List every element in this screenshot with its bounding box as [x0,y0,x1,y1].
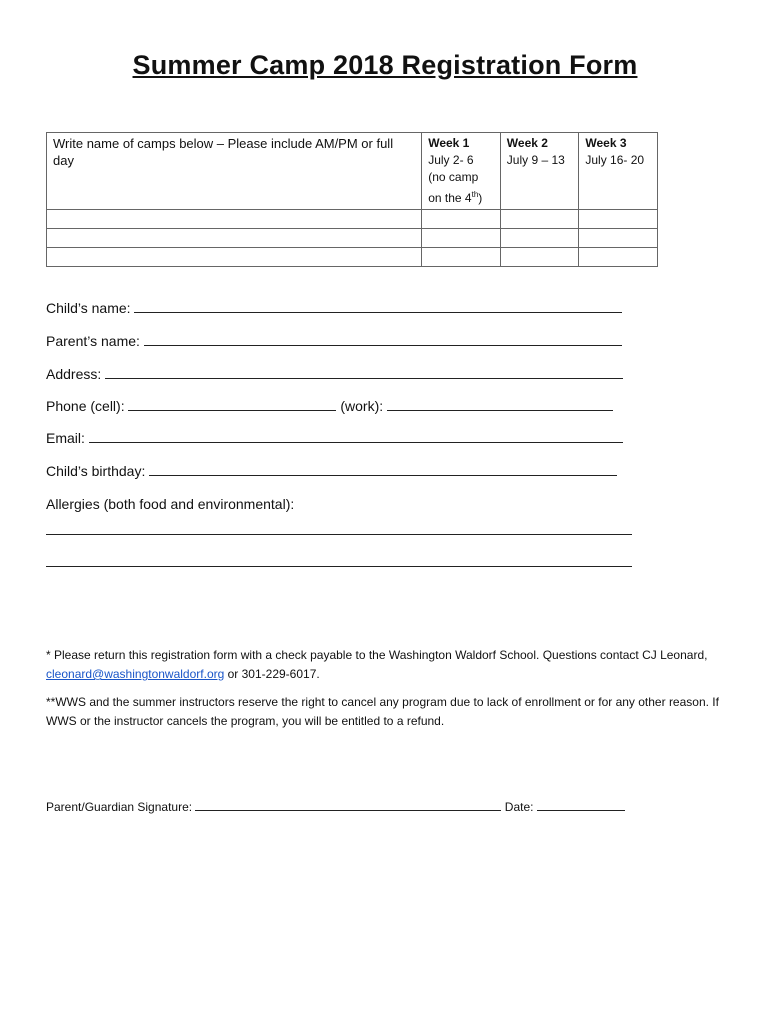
table-row [47,229,658,248]
phone-cell-label: Phone (cell): [46,398,125,414]
camp-name-cell[interactable] [47,210,422,229]
page-title: Summer Camp 2018 Registration Form [132,50,638,80]
week-1-cell[interactable] [422,229,501,248]
date-label: Date: [504,800,534,814]
week-2-label: Week 2 [506,136,548,150]
camp-name-cell[interactable] [47,248,422,267]
camp-name-cell[interactable] [47,229,422,248]
address-row [46,366,636,382]
allergies-label: Allergies (both food and environmental): [46,496,295,512]
allergies-row [46,496,636,512]
email-field[interactable] [89,430,623,443]
child-birthday-field[interactable] [149,463,617,476]
email-row [46,430,636,446]
child-name-label: Child’s name: [46,300,131,316]
child-name-field[interactable] [134,300,622,313]
signature-label: Parent/Guardian Signature: [46,800,193,814]
phone-work-field[interactable] [387,398,613,411]
week-1-dates: July 2- 6 [428,153,474,167]
week-2-dates: July 9 – 13 [506,153,565,167]
week-2-cell[interactable] [500,248,579,267]
email-label: Email: [46,430,85,446]
week-3-cell[interactable] [579,229,658,248]
allergies-field-line-1[interactable] [46,534,632,535]
week-3-label: Week 3 [585,136,627,150]
week-3-cell[interactable] [579,210,658,229]
phone-row [46,398,636,414]
phone-cell-field[interactable] [128,398,336,411]
cancellation-policy: **WWS and the summer instructors reserve the right to cancel any program due to lack of enrollment or for any other reason. If WWS or the instructor cancels the program, you will be entitled to a refund. [46,695,719,728]
address-field[interactable] [105,366,623,379]
return-instructions: * Please return this registration form with a check payable to the Washington Waldorf School. Questions contact CJ Leonard, cleonard@washingtonwaldorf.org or 301-229-6017. [46,648,708,681]
week-2-cell[interactable] [500,210,579,229]
parent-name-row [46,333,636,349]
phone-work-label: (work): [340,398,384,414]
date-field[interactable] [537,800,625,811]
parent-name-field[interactable] [144,333,622,346]
signature-row [46,800,625,814]
table-header-row [47,133,658,210]
week-2-header [500,133,579,210]
birthday-row [46,463,636,479]
table-row [47,248,658,267]
contact-email-link[interactable]: cleonard@washingtonwaldorf.org [46,667,225,681]
camp-schedule-table [46,132,658,267]
week-1-label: Week 1 [428,136,470,150]
address-label: Address: [46,366,102,382]
child-birthday-label: Child’s birthday: [46,463,146,479]
week-1-cell[interactable] [422,248,501,267]
allergies-field-line-2[interactable] [46,566,632,567]
camp-name-header: Write name of camps below – Please include AM/PM or full day [47,133,422,210]
week-1-header [422,133,501,210]
week-1-cell[interactable] [422,210,501,229]
signature-field[interactable] [195,800,501,811]
week-3-cell[interactable] [579,248,658,267]
parent-name-label: Parent’s name: [46,333,140,349]
child-name-row [46,300,636,316]
table-row [47,210,658,229]
week-3-dates: July 16- 20 [585,153,645,167]
week-3-header [579,133,658,210]
week-2-cell[interactable] [500,229,579,248]
week-1-note: (no camp on the 4th) [428,170,483,205]
